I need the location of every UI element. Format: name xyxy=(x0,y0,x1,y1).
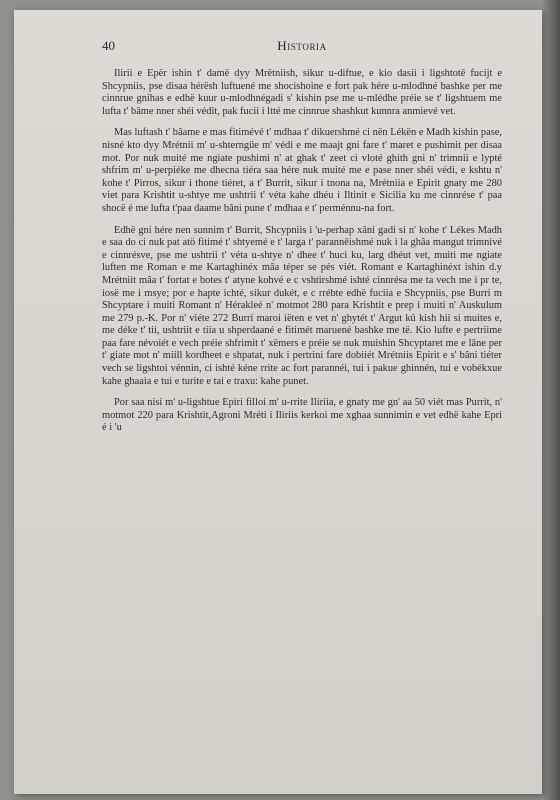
page-number: 40 xyxy=(102,38,115,53)
page-header xyxy=(102,38,502,58)
body-text xyxy=(102,68,502,444)
paragraph-1: Ilirii e Epër ishin t' damë dyy Mrëtniish, sikur u-diftue, e kio dasii i ligshtotë fucijt e Shcypniis, pse disaa hérësh luftuené me shocishoine e fort pak hére u-mlodhné bashke per me cinnrue gnihas e edhë kuur u-mlodhnégadi s' kishin pse me u-mlédhe préie se t' ligshtuem me lufta t' bâme nner shéi védit, pak fucii i ltté me cinnrue shashkut kunnra anmievé vet. xyxy=(102,68,502,117)
document-page xyxy=(14,10,542,794)
paragraph-4: Por saa nisi m' u-ligshtue Epiri filloi m' u-rrite Iliriia, e gnaty me gn' aa 50 viét mas Purrit, n' motmot 220 para Krishtit,Agroni Mréti i Iliriis kerkoi me xghaa sunnimin e vet edhë kahe Epri é i 'u xyxy=(102,397,502,434)
paragraph-2: Mas luftash t' bâame e mas fitimévé t' mdhaa t' dikuershmé ci nën Lékën e Madh kishin pase, nisné kto dyy Mrétnii m' u-shterngüe m' védi e me maajt gni fare t' maret e pushimit per disaa mot. Por nuk muité me ngiate pushimi n' at ghak t' zeet ci vloté ghith gni n' trimnii e lypté shfrim m' u-perpiéke me dhecna tiéra saa hére nuk muité me e pase nner shéi védi, e kshtu n' kohe t' Pirros, sikur i thone tiéret, a t' Burrit, sikur i tnona na, Mrétniia e Epirit gnaty me 280 viet para Krishtit u-shtye me ushtrii t' véta kahe dhéu i Iltinit e Sicilia ku me cinnrése t' paa shocë é me lufta t'paa daame bâni pune t' mdhaa e t' perménnu-na fort. xyxy=(102,127,502,214)
paragraph-3: Edhë gni hére nen sunnim t' Burrit, Shcypniis i 'u-perhap xâni gadi si n' kohe t' Lékes Madh e saa do ci nuk pat atö fitimé t' shtyemé e t' larga t' paranněishmé nuk i la ghâa mangut trimnivé e cinnrésve, pse me ushtrii t' véta u-shtye n' dhee t' huci ku, larg dhéut vet, muiti me ngiate luften me Roman e me Kartaghinéx mâa téper se pés viét. Romant e Kartaghinéxt ishin d.y Mrétniit mâa t' fortat e botes t' atyne kohvé e c vshtirshmé ishté cinnrésa me ta vech me i pr te, iosë me i msye; por e hapte ichté, sikur dukét, e c rrébte edhë fuciia e Shcypniis, pse Burri m Shcyptare i muiti Romant n' Hérakleé n' motmot 280 para Krishtit e prep i muiti n' Auskulum me 279 p.-K. Por n' viéte 272 Burri maroi iëten e vet n' ghytét t' Argut kû kish hii si muites e, me déke t' tii, ushtriit e tiia u shperdaané e fitimét maruené bashke me të. Kio lufte e pertriime paa fare névoiét e vech préie shfrimit t' xëmers e préie se nuk muishin Shcyptaret me e lâne per t' giate mot n' miill kordheet e shpatat, nuk i pertrini fare dobiiét Mrétniis Epirit e s' bâni tiéter vech se ligshtoi vénnin, ci ishté kéne rrite ac fort parannéi, tui i pakue ghinnén, tui e vobékxue kahe ghaaia e tui e turite e tai e traxu: kahe punet. xyxy=(102,224,502,387)
running-title: Historia xyxy=(277,38,327,53)
binding-shadow xyxy=(542,0,560,800)
